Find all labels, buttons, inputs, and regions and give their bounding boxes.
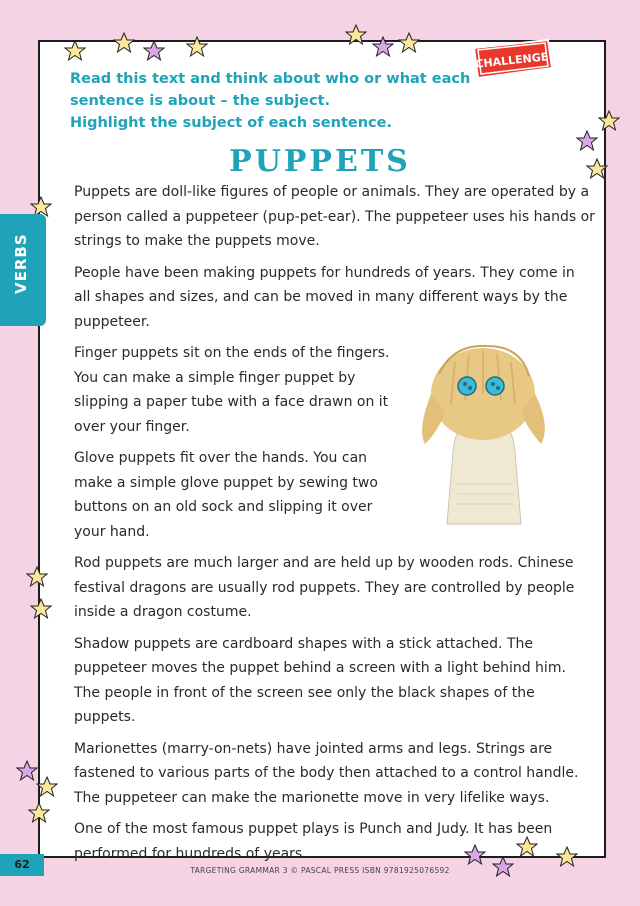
star-icon bbox=[143, 40, 165, 62]
star-icon bbox=[113, 32, 135, 54]
text-line: festival dragons are usually rod puppets. They are controlled by people bbox=[74, 579, 575, 596]
instruction-line: sentence is about – the subject. bbox=[70, 93, 331, 109]
text-line: Finger puppets sit on the ends of the fingers. bbox=[74, 345, 390, 361]
star-icon bbox=[28, 802, 50, 824]
paragraph bbox=[74, 180, 595, 254]
star-icon bbox=[64, 40, 86, 62]
article-body bbox=[74, 180, 595, 873]
text-line: Rod puppets are much larger and are held up by wooden rods. Chinese bbox=[74, 555, 574, 571]
text-line: make a simple glove puppet by sewing two bbox=[74, 474, 378, 491]
instruction-line: Read this text and think about who or what each bbox=[70, 71, 471, 87]
footer-credit: TARGETING GRAMMAR 3 © PASCAL PRESS ISBN 9781925076592 bbox=[190, 866, 450, 875]
text-line: slipping a paper tube with a face drawn on it bbox=[74, 394, 389, 410]
text-line: over your finger. bbox=[74, 418, 190, 435]
instructions bbox=[70, 68, 471, 134]
star-icon bbox=[186, 36, 208, 58]
text-line: strings to make the puppets move. bbox=[74, 233, 320, 249]
page-title: PUPPETS bbox=[229, 144, 411, 179]
star-icon bbox=[26, 566, 48, 588]
star-icon bbox=[372, 36, 394, 58]
text-line: puppeteer. bbox=[74, 313, 150, 330]
text-line: You can make a simple finger puppet by bbox=[74, 369, 356, 386]
star-icon bbox=[16, 760, 38, 782]
text-line: Glove puppets fit over the hands. You can bbox=[74, 450, 368, 466]
text-line: all shapes and sizes, and can be moved in many different ways by the bbox=[74, 289, 568, 305]
text-line: Marionettes (marry-on-nets) have jointed arms and legs. Strings are bbox=[74, 740, 553, 757]
paragraph bbox=[74, 261, 575, 335]
sock-puppet-image bbox=[395, 334, 570, 526]
text-line: One of the most famous puppet plays is Punch and Judy. It has been bbox=[74, 821, 553, 837]
text-line: fastened to various parts of the body then attached to a control handle. bbox=[74, 765, 579, 781]
paragraph bbox=[74, 817, 564, 866]
star-icon bbox=[598, 110, 620, 132]
text-line: Shadow puppets are cardboard shapes with a stick attached. The bbox=[74, 635, 533, 652]
star-icon bbox=[30, 598, 52, 620]
instruction-line: Highlight the subject of each sentence. bbox=[70, 115, 392, 131]
challenge-badge-label: CHALLENGE bbox=[474, 50, 549, 71]
text-line: People have been making puppets for hundreds of years. They come in bbox=[74, 264, 575, 281]
challenge-badge bbox=[466, 38, 554, 82]
paragraph bbox=[74, 632, 564, 730]
page-number: 62 bbox=[0, 854, 44, 876]
side-tab bbox=[0, 214, 46, 326]
text-line: performed for hundreds of years. bbox=[74, 845, 307, 862]
text-line: your hand. bbox=[74, 523, 150, 540]
text-line: buttons on an old sock and slipping it over bbox=[74, 499, 373, 515]
text-line: The people in front of the screen see only the black shapes of the bbox=[74, 684, 535, 701]
text-line: person called a puppeteer (pup-pet-ear). The puppeteer uses his hands or bbox=[74, 208, 595, 225]
text-line: puppets. bbox=[74, 709, 136, 725]
text-line: inside a dragon costume. bbox=[74, 604, 252, 620]
text-line: Puppets are doll-like figures of people or animals. They are operated by a bbox=[74, 184, 590, 200]
star-icon bbox=[345, 24, 367, 46]
star-icon bbox=[398, 32, 420, 54]
paragraph bbox=[74, 737, 579, 811]
side-tab-label: VERBS bbox=[12, 233, 30, 294]
paragraph bbox=[74, 551, 575, 625]
text-line: The puppeteer can make the marionette move in very lifelike ways. bbox=[74, 789, 550, 806]
text-line: puppeteer moves the puppet behind a screen with a light behind him. bbox=[74, 660, 566, 676]
star-icon bbox=[36, 776, 58, 798]
